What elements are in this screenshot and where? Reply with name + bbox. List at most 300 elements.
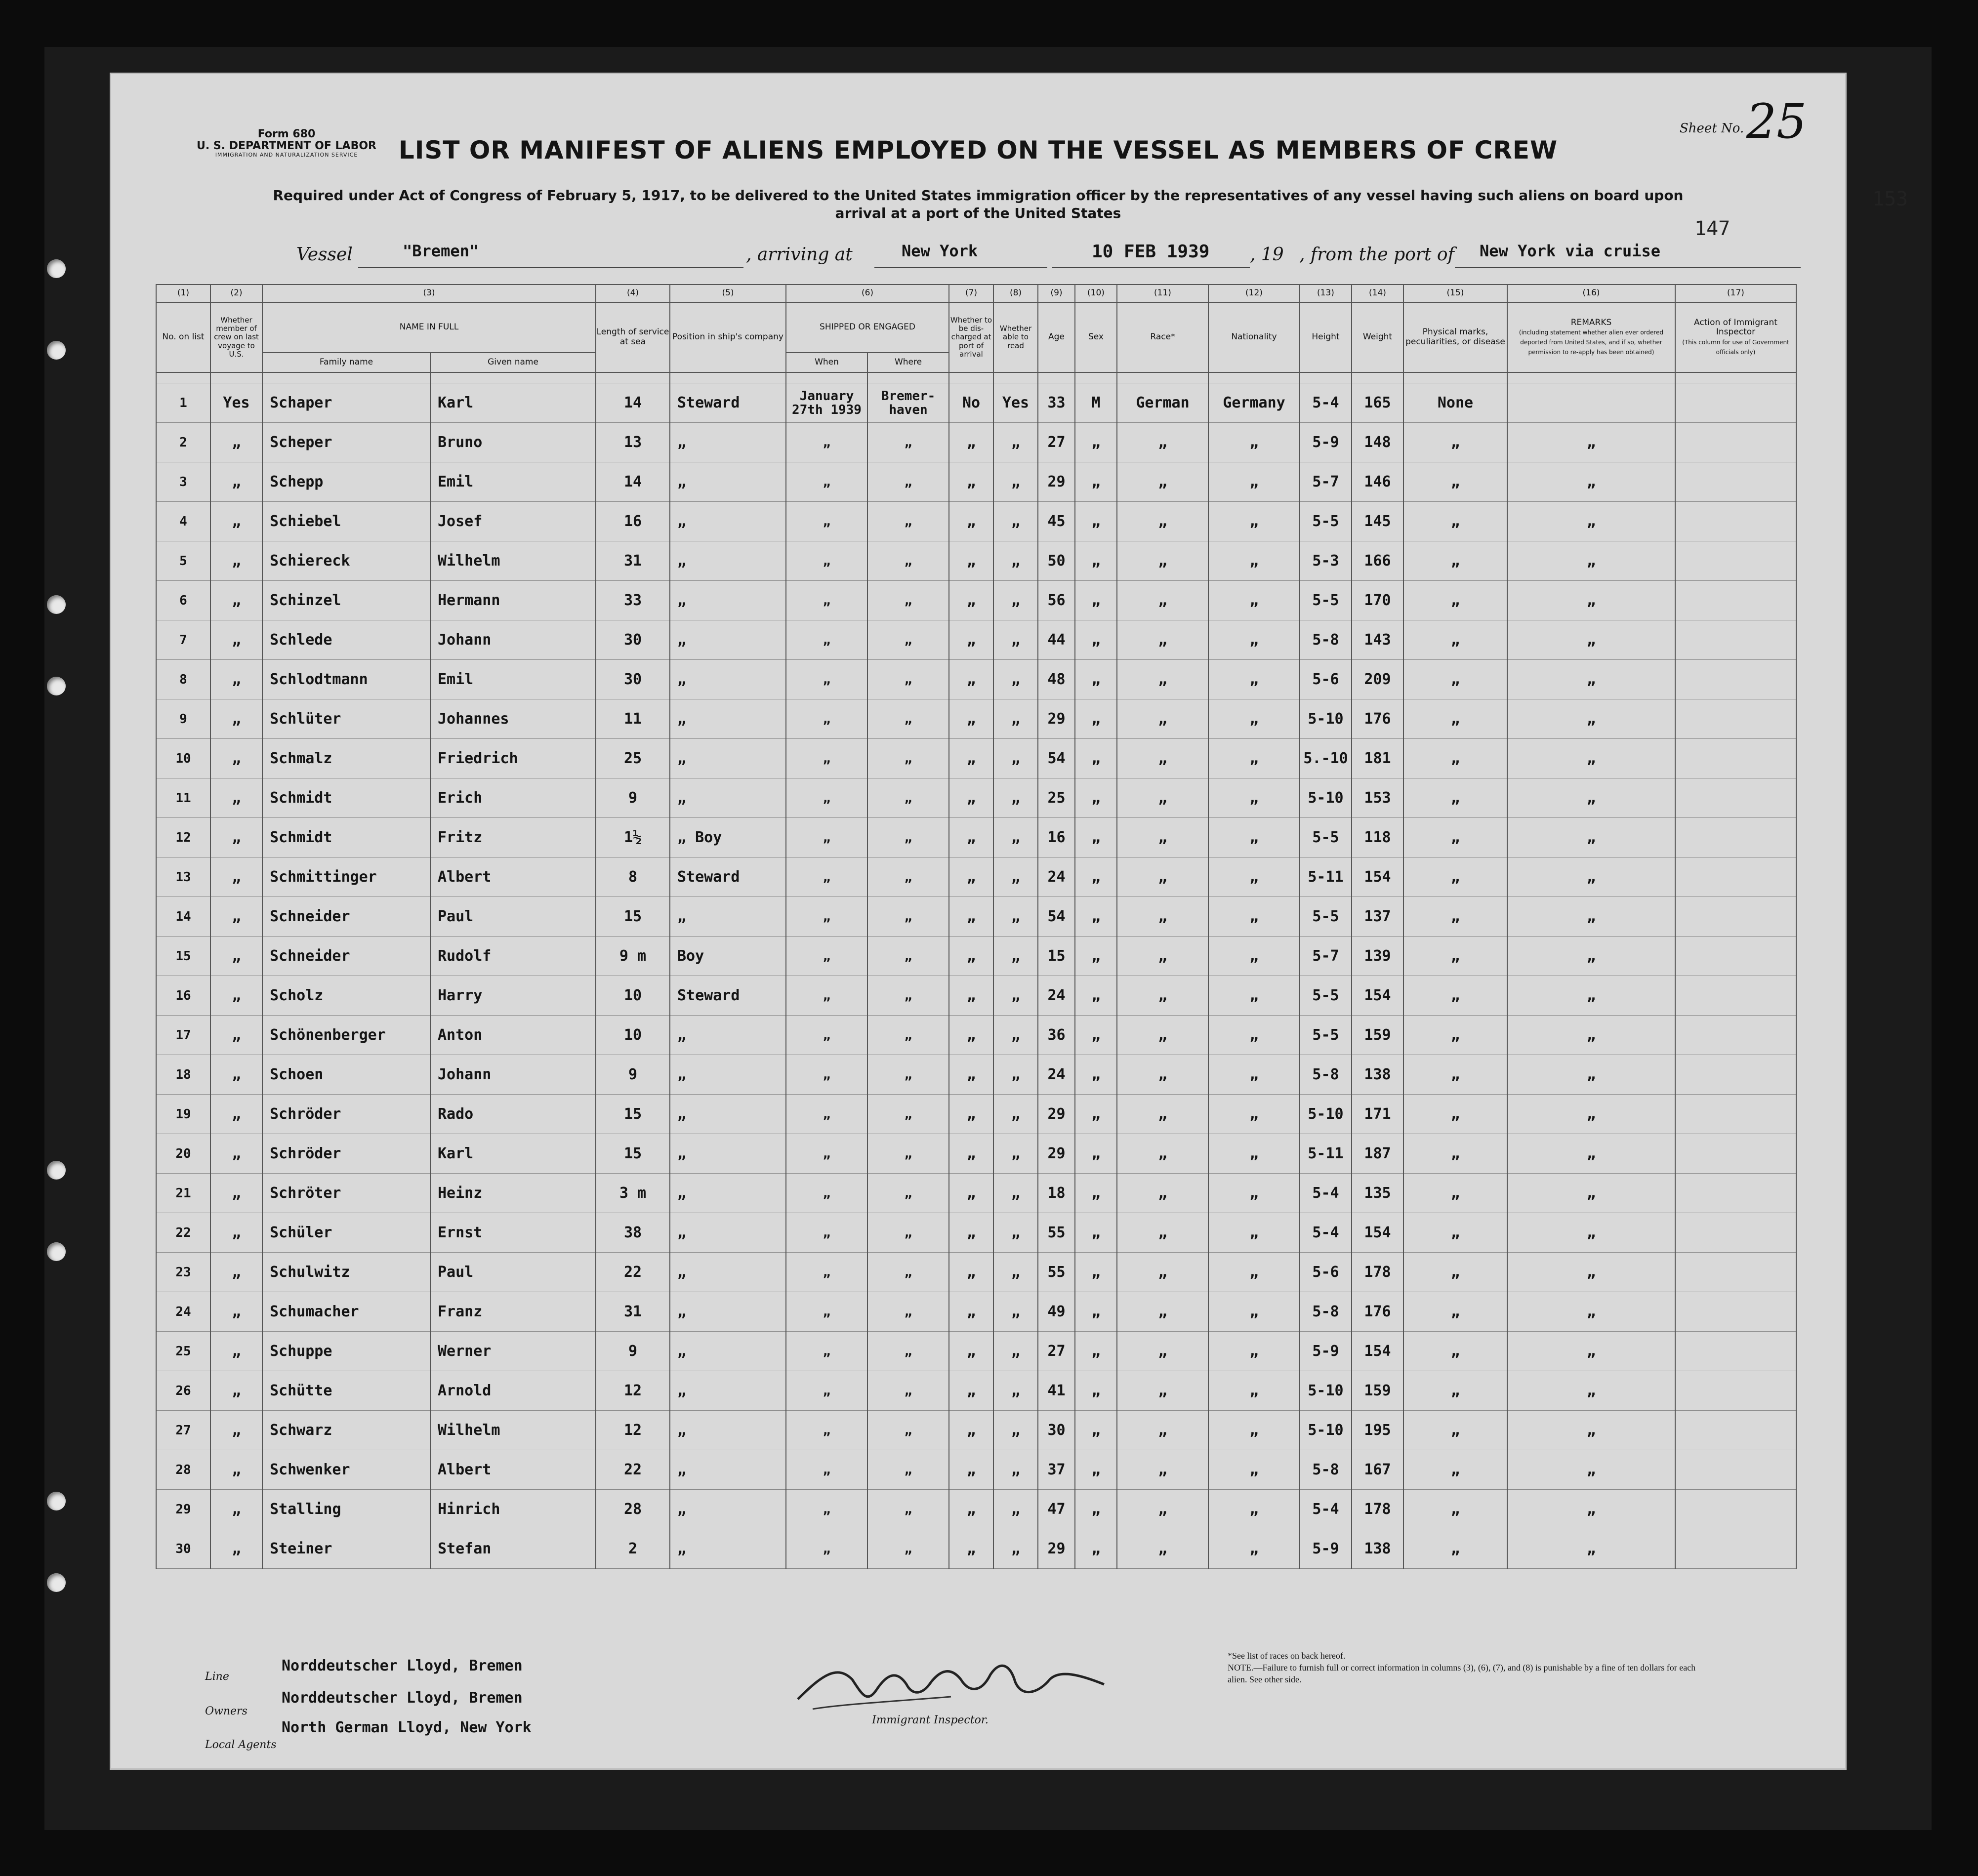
inspector-action-cell	[1675, 462, 1796, 502]
table-row	[156, 1292, 1796, 1332]
physical-marks-cell: „	[1403, 462, 1507, 502]
underline	[1052, 267, 1250, 268]
weight-cell: 176	[1352, 1292, 1403, 1332]
length-of-service-cell: 22	[596, 1253, 670, 1292]
able-to-read-cell: „	[993, 462, 1038, 502]
given-name-cell: Bruno	[430, 423, 596, 462]
to-be-discharged-cell: „	[949, 1371, 993, 1411]
sex-cell: „	[1075, 541, 1117, 581]
race-cell: „	[1117, 1529, 1208, 1569]
sex-cell: „	[1075, 818, 1117, 857]
position-cell: „	[670, 1292, 786, 1332]
given-name-cell: Heinz	[430, 1174, 596, 1213]
nationality-cell: „	[1208, 818, 1300, 857]
able-to-read-cell: „	[993, 1450, 1038, 1490]
column-number: (15)	[1403, 285, 1507, 302]
race-cell: „	[1117, 1411, 1208, 1450]
race-cell: „	[1117, 502, 1208, 541]
to-be-discharged-cell: „	[949, 1292, 993, 1332]
member-last-voyage-cell: „	[210, 1134, 262, 1174]
to-be-discharged-cell: „	[949, 1253, 993, 1292]
length-of-service-cell: 25	[596, 739, 670, 778]
given-name-cell: Anton	[430, 1016, 596, 1055]
member-last-voyage-cell: „	[210, 1213, 262, 1253]
table-row	[156, 620, 1796, 660]
age-cell: 24	[1038, 1055, 1075, 1095]
table-row	[156, 1411, 1796, 1450]
weight-cell: 209	[1352, 660, 1403, 699]
able-to-read-cell: „	[993, 1134, 1038, 1174]
nationality-cell: „	[1208, 1529, 1300, 1569]
position-cell: „	[670, 739, 786, 778]
inspector-action-cell	[1675, 1253, 1796, 1292]
form-number: Form 680	[257, 128, 316, 140]
height-cell: 5-10	[1300, 778, 1352, 818]
nationality-cell: „	[1208, 1490, 1300, 1529]
to-be-discharged-cell: „	[949, 1529, 993, 1569]
able-to-read-cell: „	[993, 1411, 1038, 1450]
nationality-cell: Germany	[1208, 383, 1300, 423]
physical-marks-cell: „	[1403, 1253, 1507, 1292]
to-be-discharged-cell: „	[949, 581, 993, 620]
inspector-action-cell	[1675, 857, 1796, 897]
length-of-service-cell: 8	[596, 857, 670, 897]
service-name: IMMIGRATION AND NATURALIZATION SERVICE	[215, 152, 358, 159]
weight-cell: 159	[1352, 1016, 1403, 1055]
inspector-action-cell	[1675, 818, 1796, 857]
remarks-cell: „	[1507, 897, 1675, 937]
underline	[1455, 267, 1801, 268]
shipped-when-cell: „	[786, 1055, 867, 1095]
column-number: (3)	[262, 285, 596, 302]
family-name-cell: Schumacher	[262, 1292, 430, 1332]
able-to-read-cell: „	[993, 1371, 1038, 1411]
length-of-service-cell: 10	[596, 976, 670, 1016]
race-cell: „	[1117, 699, 1208, 739]
nationality-cell: „	[1208, 660, 1300, 699]
shipped-where-cell: „	[867, 778, 949, 818]
race-cell: „	[1117, 1490, 1208, 1529]
family-name-cell: Schmidt	[262, 778, 430, 818]
to-be-discharged-cell: „	[949, 699, 993, 739]
row-number-cell: 25	[156, 1332, 210, 1371]
race-cell: „	[1117, 857, 1208, 897]
able-to-read-cell: „	[993, 1490, 1038, 1529]
physical-marks-cell: „	[1403, 660, 1507, 699]
given-name-cell: Ernst	[430, 1213, 596, 1253]
position-cell: „	[670, 423, 786, 462]
position-cell: „	[670, 1134, 786, 1174]
sex-cell: „	[1075, 1292, 1117, 1332]
physical-marks-cell: „	[1403, 1213, 1507, 1253]
family-name-cell: Schönenberger	[262, 1016, 430, 1055]
manifest-sheet	[111, 74, 1845, 1768]
nationality-cell: „	[1208, 462, 1300, 502]
position-cell: „	[670, 660, 786, 699]
row-number-cell: 23	[156, 1253, 210, 1292]
inspector-action-cell	[1675, 423, 1796, 462]
given-name-cell: Wilhelm	[430, 1411, 596, 1450]
remarks-cell: „	[1507, 502, 1675, 541]
owners-value: Norddeutscher Lloyd, Bremen	[282, 1689, 523, 1707]
length-of-service-cell: 31	[596, 541, 670, 581]
column-number-row	[156, 285, 1796, 302]
table-row	[156, 660, 1796, 699]
age-cell: 29	[1038, 1529, 1075, 1569]
remarks-cell: „	[1507, 541, 1675, 581]
nationality-cell: „	[1208, 1292, 1300, 1332]
position-cell: „	[670, 1490, 786, 1529]
row-number-cell: 14	[156, 897, 210, 937]
underline	[358, 267, 743, 268]
column-number: (6)	[786, 285, 949, 302]
shipped-when-cell: „	[786, 1253, 867, 1292]
remarks-cell: „	[1507, 857, 1675, 897]
able-to-read-cell: Yes	[993, 383, 1038, 423]
remarks-cell: „	[1507, 937, 1675, 976]
family-name-cell: Scholz	[262, 976, 430, 1016]
table-row	[156, 423, 1796, 462]
physical-marks-cell: „	[1403, 581, 1507, 620]
sex-cell: „	[1075, 1529, 1117, 1569]
to-be-discharged-cell: „	[949, 857, 993, 897]
race-cell: „	[1117, 1253, 1208, 1292]
position-cell: „	[670, 1016, 786, 1055]
column-number: (12)	[1208, 285, 1300, 302]
length-of-service-cell: 11	[596, 699, 670, 739]
weight-cell: 146	[1352, 462, 1403, 502]
row-number-cell: 24	[156, 1292, 210, 1332]
physical-marks-cell: „	[1403, 1174, 1507, 1213]
physical-marks-cell: „	[1403, 818, 1507, 857]
nationality-cell: „	[1208, 1095, 1300, 1134]
crew-table-wrapper	[156, 284, 1797, 1569]
able-to-read-cell: „	[993, 620, 1038, 660]
shipped-when-cell: „	[786, 1371, 867, 1411]
race-cell: „	[1117, 937, 1208, 976]
height-cell: 5-10	[1300, 1411, 1352, 1450]
able-to-read-cell: „	[993, 699, 1038, 739]
row-number-cell: 26	[156, 1371, 210, 1411]
to-be-discharged-cell: „	[949, 739, 993, 778]
shipped-where-cell: „	[867, 699, 949, 739]
family-name-cell: Schulwitz	[262, 1253, 430, 1292]
nationality-cell: „	[1208, 1411, 1300, 1450]
inspector-action-cell	[1675, 1016, 1796, 1055]
given-name-cell: Stefan	[430, 1529, 596, 1569]
table-row	[156, 1332, 1796, 1371]
table-row	[156, 1095, 1796, 1134]
agents-label: Local Agents	[205, 1739, 277, 1751]
to-be-discharged-cell: „	[949, 1095, 993, 1134]
to-be-discharged-cell: „	[949, 423, 993, 462]
age-cell: 56	[1038, 581, 1075, 620]
sheet-number: 25	[1746, 94, 1807, 149]
remarks-cell: „	[1507, 1213, 1675, 1253]
table-row	[156, 462, 1796, 502]
weight-cell: 118	[1352, 818, 1403, 857]
remarks-cell: „	[1507, 462, 1675, 502]
inspector-action-cell	[1675, 1292, 1796, 1332]
race-cell: „	[1117, 897, 1208, 937]
given-name-cell: Paul	[430, 1253, 596, 1292]
nationality-cell: „	[1208, 423, 1300, 462]
physical-marks-cell: „	[1403, 778, 1507, 818]
race-cell: „	[1117, 1055, 1208, 1095]
shipped-when-cell: „	[786, 976, 867, 1016]
shipped-when-cell: „	[786, 1490, 867, 1529]
shipped-when-cell: „	[786, 1174, 867, 1213]
binder-hole	[47, 1161, 66, 1180]
shipped-where-cell: „	[867, 1095, 949, 1134]
sex-cell: „	[1075, 1016, 1117, 1055]
position-cell: „	[670, 1371, 786, 1411]
physical-marks-cell: „	[1403, 739, 1507, 778]
remarks-cell: „	[1507, 1095, 1675, 1134]
given-name-cell: Johann	[430, 1055, 596, 1095]
given-name-cell: Wilhelm	[430, 541, 596, 581]
column-number: (16)	[1507, 285, 1675, 302]
length-of-service-cell: 2	[596, 1529, 670, 1569]
physical-marks-cell: „	[1403, 1055, 1507, 1095]
length-of-service-cell: 30	[596, 660, 670, 699]
able-to-read-cell: „	[993, 1095, 1038, 1134]
position-cell: „	[670, 1253, 786, 1292]
race-cell: „	[1117, 620, 1208, 660]
given-name-cell: Johannes	[430, 699, 596, 739]
inspector-action-cell	[1675, 778, 1796, 818]
weight-cell: 148	[1352, 423, 1403, 462]
shipped-where-cell: „	[867, 620, 949, 660]
able-to-read-cell: „	[993, 423, 1038, 462]
shipped-where-cell: „	[867, 502, 949, 541]
member-last-voyage-cell: „	[210, 976, 262, 1016]
row-number-cell: 8	[156, 660, 210, 699]
to-be-discharged-cell: „	[949, 897, 993, 937]
physical-marks-cell: „	[1403, 423, 1507, 462]
to-be-discharged-cell: „	[949, 1450, 993, 1490]
header-no-on-list: No. on list	[156, 302, 210, 372]
age-cell: 16	[1038, 818, 1075, 857]
physical-marks-cell: „	[1403, 620, 1507, 660]
member-last-voyage-cell: „	[210, 1332, 262, 1371]
departure-port: New York via cruise	[1480, 242, 1661, 260]
weight-cell: 170	[1352, 581, 1403, 620]
length-of-service-cell: 15	[596, 897, 670, 937]
shipped-when-cell: January 27th 1939	[786, 383, 867, 423]
physical-marks-cell: „	[1403, 1134, 1507, 1174]
shipped-where-cell: „	[867, 462, 949, 502]
remarks-cell: „	[1507, 1016, 1675, 1055]
age-cell: 25	[1038, 778, 1075, 818]
to-be-discharged-cell: „	[949, 620, 993, 660]
able-to-read-cell: „	[993, 897, 1038, 937]
shipped-when-cell: „	[786, 1292, 867, 1332]
length-of-service-cell: 14	[596, 462, 670, 502]
row-number-cell: 12	[156, 818, 210, 857]
shipped-when-cell: „	[786, 1411, 867, 1450]
owners-label: Owners	[205, 1705, 247, 1717]
shipped-where-cell: „	[867, 1134, 949, 1174]
weight-cell: 154	[1352, 857, 1403, 897]
weight-cell: 154	[1352, 1213, 1403, 1253]
header-race: Race*	[1117, 302, 1208, 372]
sex-cell: „	[1075, 1253, 1117, 1292]
nationality-cell: „	[1208, 620, 1300, 660]
physical-marks-cell: „	[1403, 1016, 1507, 1055]
nationality-cell: „	[1208, 1332, 1300, 1371]
nationality-cell: „	[1208, 581, 1300, 620]
shipped-when-cell: „	[786, 739, 867, 778]
height-cell: 5-6	[1300, 1253, 1352, 1292]
race-cell: „	[1117, 739, 1208, 778]
member-last-voyage-cell: „	[210, 1450, 262, 1490]
able-to-read-cell: „	[993, 937, 1038, 976]
length-of-service-cell: 31	[596, 1292, 670, 1332]
row-number-cell: 21	[156, 1174, 210, 1213]
position-cell: Steward	[670, 976, 786, 1016]
given-name-cell: Josef	[430, 502, 596, 541]
race-cell: „	[1117, 541, 1208, 581]
remarks-cell: „	[1507, 739, 1675, 778]
inspector-action-cell	[1675, 739, 1796, 778]
position-cell: Boy	[670, 937, 786, 976]
vessel-label: Vessel	[296, 245, 353, 265]
penalty-note: NOTE.—Failure to furnish full or correct information in columns (3), (6), (7), and (8) is punishable by a fine of ten dollars for each alien. See other side.	[1228, 1663, 1696, 1684]
length-of-service-cell: 12	[596, 1411, 670, 1450]
race-cell: German	[1117, 383, 1208, 423]
shipped-when-cell: „	[786, 581, 867, 620]
remarks-cell: „	[1507, 1529, 1675, 1569]
able-to-read-cell: „	[993, 739, 1038, 778]
table-row	[156, 1253, 1796, 1292]
header-position: Position in ship's company	[670, 302, 786, 372]
height-cell: 5-5	[1300, 818, 1352, 857]
header-given-name: Given name	[430, 353, 596, 372]
race-cell: „	[1117, 1371, 1208, 1411]
able-to-read-cell: „	[993, 660, 1038, 699]
header-length-of-service: Length of service at sea	[596, 302, 670, 372]
row-number-cell: 11	[156, 778, 210, 818]
family-name-cell: Schiebel	[262, 502, 430, 541]
nationality-cell: „	[1208, 739, 1300, 778]
weight-cell: 176	[1352, 699, 1403, 739]
shipped-when-cell: „	[786, 1529, 867, 1569]
age-cell: 27	[1038, 1332, 1075, 1371]
remarks-cell: „	[1507, 1055, 1675, 1095]
to-be-discharged-cell: „	[949, 1016, 993, 1055]
position-cell: „	[670, 1450, 786, 1490]
race-cell: „	[1117, 1095, 1208, 1134]
given-name-cell: Emil	[430, 462, 596, 502]
weight-cell: 143	[1352, 620, 1403, 660]
row-number-cell: 3	[156, 462, 210, 502]
age-cell: 36	[1038, 1016, 1075, 1055]
sex-cell: „	[1075, 976, 1117, 1016]
age-cell: 55	[1038, 1213, 1075, 1253]
age-cell: 50	[1038, 541, 1075, 581]
race-cell: „	[1117, 778, 1208, 818]
height-cell: 5-10	[1300, 699, 1352, 739]
position-cell: „ Boy	[670, 818, 786, 857]
header-physical-marks: Physical marks, peculiarities, or disease	[1403, 302, 1507, 372]
table-row	[156, 1490, 1796, 1529]
member-last-voyage-cell: „	[210, 1174, 262, 1213]
row-number-cell: 7	[156, 620, 210, 660]
header-where: Where	[867, 353, 949, 372]
age-cell: 24	[1038, 976, 1075, 1016]
shipped-where-cell: „	[867, 1490, 949, 1529]
binder-hole	[47, 1573, 66, 1592]
family-name-cell: Schmalz	[262, 739, 430, 778]
nationality-cell: „	[1208, 857, 1300, 897]
inspector-label: Immigrant Inspector.	[872, 1714, 989, 1726]
nationality-cell: „	[1208, 1253, 1300, 1292]
shipped-when-cell: „	[786, 699, 867, 739]
weight-cell: 159	[1352, 1371, 1403, 1411]
able-to-read-cell: „	[993, 1332, 1038, 1371]
shipped-where-cell: „	[867, 1411, 949, 1450]
physical-marks-cell: „	[1403, 1450, 1507, 1490]
shipped-where-cell: „	[867, 976, 949, 1016]
able-to-read-cell: „	[993, 1292, 1038, 1332]
member-last-voyage-cell: „	[210, 1490, 262, 1529]
table-row	[156, 581, 1796, 620]
age-cell: 47	[1038, 1490, 1075, 1529]
age-cell: 55	[1038, 1253, 1075, 1292]
family-name-cell: Schinzel	[262, 581, 430, 620]
column-number: (1)	[156, 285, 210, 302]
sex-cell: „	[1075, 423, 1117, 462]
shipped-where-cell: „	[867, 1253, 949, 1292]
row-number-cell: 29	[156, 1490, 210, 1529]
shipped-when-cell: „	[786, 1332, 867, 1371]
weight-cell: 139	[1352, 937, 1403, 976]
remarks-cell: „	[1507, 1411, 1675, 1450]
member-last-voyage-cell: „	[210, 699, 262, 739]
given-name-cell: Hinrich	[430, 1490, 596, 1529]
able-to-read-cell: „	[993, 1213, 1038, 1253]
table-row	[156, 857, 1796, 897]
height-cell: 5-5	[1300, 502, 1352, 541]
age-cell: 33	[1038, 383, 1075, 423]
member-last-voyage-cell: „	[210, 1371, 262, 1411]
weight-cell: 166	[1352, 541, 1403, 581]
to-be-discharged-cell: „	[949, 502, 993, 541]
race-cell: „	[1117, 1213, 1208, 1253]
table-row	[156, 937, 1796, 976]
nationality-cell: „	[1208, 1450, 1300, 1490]
arrival-port: New York	[902, 242, 978, 260]
header-remarks	[1507, 302, 1675, 372]
sex-cell: „	[1075, 778, 1117, 818]
age-cell: 45	[1038, 502, 1075, 541]
binder-hole	[47, 595, 66, 614]
age-cell: 24	[1038, 857, 1075, 897]
inspector-action-cell	[1675, 1529, 1796, 1569]
column-number: (17)	[1675, 285, 1796, 302]
binder-hole	[47, 259, 66, 278]
weight-cell: 154	[1352, 976, 1403, 1016]
weight-cell: 178	[1352, 1490, 1403, 1529]
given-name-cell: Rudolf	[430, 937, 596, 976]
inspector-action-cell	[1675, 581, 1796, 620]
sex-cell: „	[1075, 1134, 1117, 1174]
vessel-name: "Bremen"	[403, 242, 479, 260]
nationality-cell: „	[1208, 502, 1300, 541]
family-name-cell: Schwarz	[262, 1411, 430, 1450]
weight-cell: 195	[1352, 1411, 1403, 1450]
